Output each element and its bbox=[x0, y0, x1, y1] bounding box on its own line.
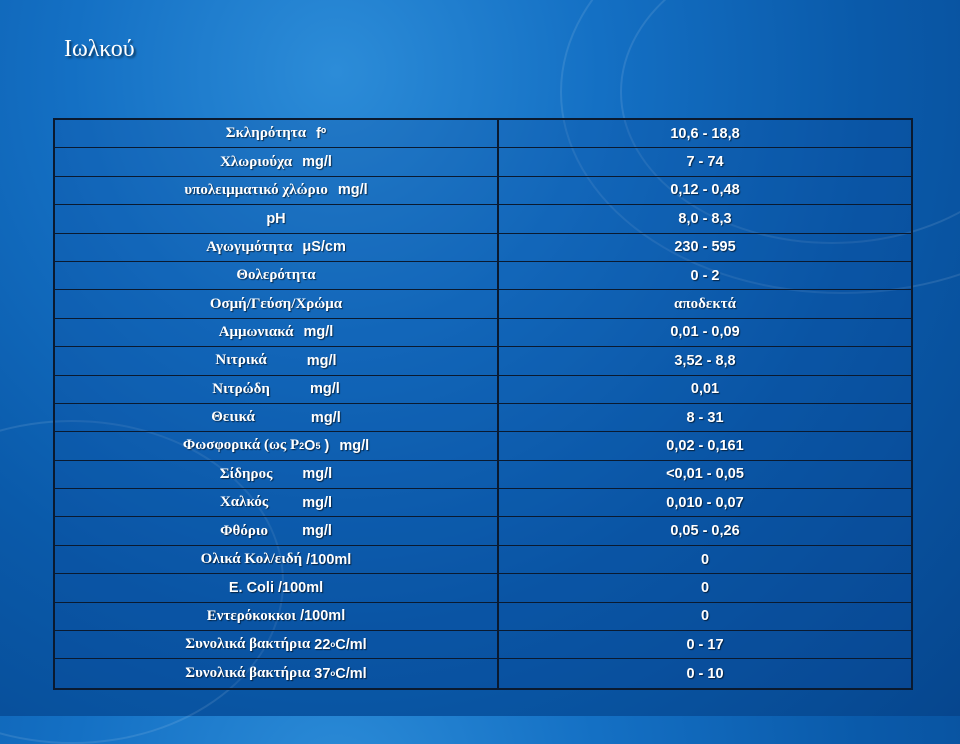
value-cell: 0,010 - 0,07 bbox=[666, 494, 744, 511]
value-cell: 0 - 10 bbox=[686, 665, 724, 682]
table-row bbox=[55, 376, 911, 404]
water-quality-table bbox=[53, 118, 913, 690]
value-cell: 7 - 74 bbox=[686, 154, 724, 171]
parameter-cell: υπολειμματικό χλώριο mg/l bbox=[55, 177, 499, 204]
parameter-cell: Αμμωνιακά mg/l bbox=[55, 319, 499, 346]
table-row bbox=[55, 603, 911, 631]
table-row bbox=[55, 290, 911, 318]
table-row bbox=[55, 262, 911, 290]
table-row bbox=[55, 148, 911, 176]
table-row bbox=[55, 205, 911, 233]
parameter-cell: Εντερόκοκκοι /100ml bbox=[55, 603, 499, 630]
value-cell: 10,6 - 18,8 bbox=[670, 125, 740, 142]
value-cell: 0,01 - 0,09 bbox=[670, 324, 740, 341]
table-row bbox=[55, 432, 911, 460]
value-cell: 0,02 - 0,161 bbox=[666, 437, 744, 454]
parameter-cell: Συνολικά βακτήρια 22 ο C/ml bbox=[55, 631, 499, 658]
parameter-cell: Σκληρότητα fº bbox=[55, 120, 499, 147]
table-row bbox=[55, 546, 911, 574]
table-row bbox=[55, 404, 911, 432]
table-row bbox=[55, 461, 911, 489]
table-row bbox=[55, 319, 911, 347]
table-row bbox=[55, 347, 911, 375]
table-row bbox=[55, 489, 911, 517]
table-row bbox=[55, 517, 911, 545]
parameter-cell: Θειικά mg/l bbox=[55, 404, 499, 431]
table-row bbox=[55, 574, 911, 602]
parameter-cell: pH bbox=[55, 205, 499, 232]
parameter-cell: Σίδηρος mg/l bbox=[55, 461, 499, 488]
value-cell: 0,01 bbox=[690, 381, 720, 398]
value-cell: 0 - 17 bbox=[686, 636, 724, 653]
table-row bbox=[55, 659, 911, 687]
parameter-cell: E. Coli /100ml bbox=[55, 574, 499, 601]
value-cell: 3,52 - 8,8 bbox=[674, 352, 736, 369]
parameter-cell: Θολερότητα bbox=[55, 262, 499, 289]
value-cell: 8 - 31 bbox=[686, 409, 724, 426]
parameter-cell: Φθόριο mg/l bbox=[55, 517, 499, 544]
table-row bbox=[55, 177, 911, 205]
value-cell: 0 - 2 bbox=[690, 267, 720, 284]
parameter-cell: Νιτρώδη mg/l bbox=[55, 376, 499, 403]
value-cell: <0,01 - 0,05 bbox=[666, 466, 744, 483]
parameter-cell: Νιτρικά mg/l bbox=[55, 347, 499, 374]
parameter-cell: Φωσφορικά (ως P 2 O 5 ) mg/l bbox=[55, 432, 499, 459]
parameter-cell: Συνολικά βακτήρια 37 ο C/ml bbox=[55, 659, 499, 687]
value-cell: 0 bbox=[700, 551, 710, 568]
table-row bbox=[55, 234, 911, 262]
parameter-cell: Χαλκός mg/l bbox=[55, 489, 499, 516]
parameter-cell: Χλωριούχα mg/l bbox=[55, 148, 499, 175]
value-cell: 0 bbox=[700, 608, 710, 625]
value-cell: 230 - 595 bbox=[674, 239, 736, 256]
value-cell: 0,12 - 0,48 bbox=[670, 182, 740, 199]
table-row bbox=[55, 120, 911, 148]
page-title: Ιωλκού bbox=[64, 36, 135, 62]
parameter-cell: Ολικά Κολ/ειδή /100ml bbox=[55, 546, 499, 573]
table-row bbox=[55, 631, 911, 659]
value-cell: 0,05 - 0,26 bbox=[670, 523, 740, 540]
parameter-cell: Οσμή/Γεύση/Χρώμα bbox=[55, 290, 499, 317]
parameter-cell: Αγωγιμότητα μS/cm bbox=[55, 234, 499, 261]
value-cell: 8,0 - 8,3 bbox=[678, 210, 732, 227]
value-cell: 0 bbox=[700, 579, 710, 596]
value-cell: αποδεκτά bbox=[674, 295, 736, 312]
